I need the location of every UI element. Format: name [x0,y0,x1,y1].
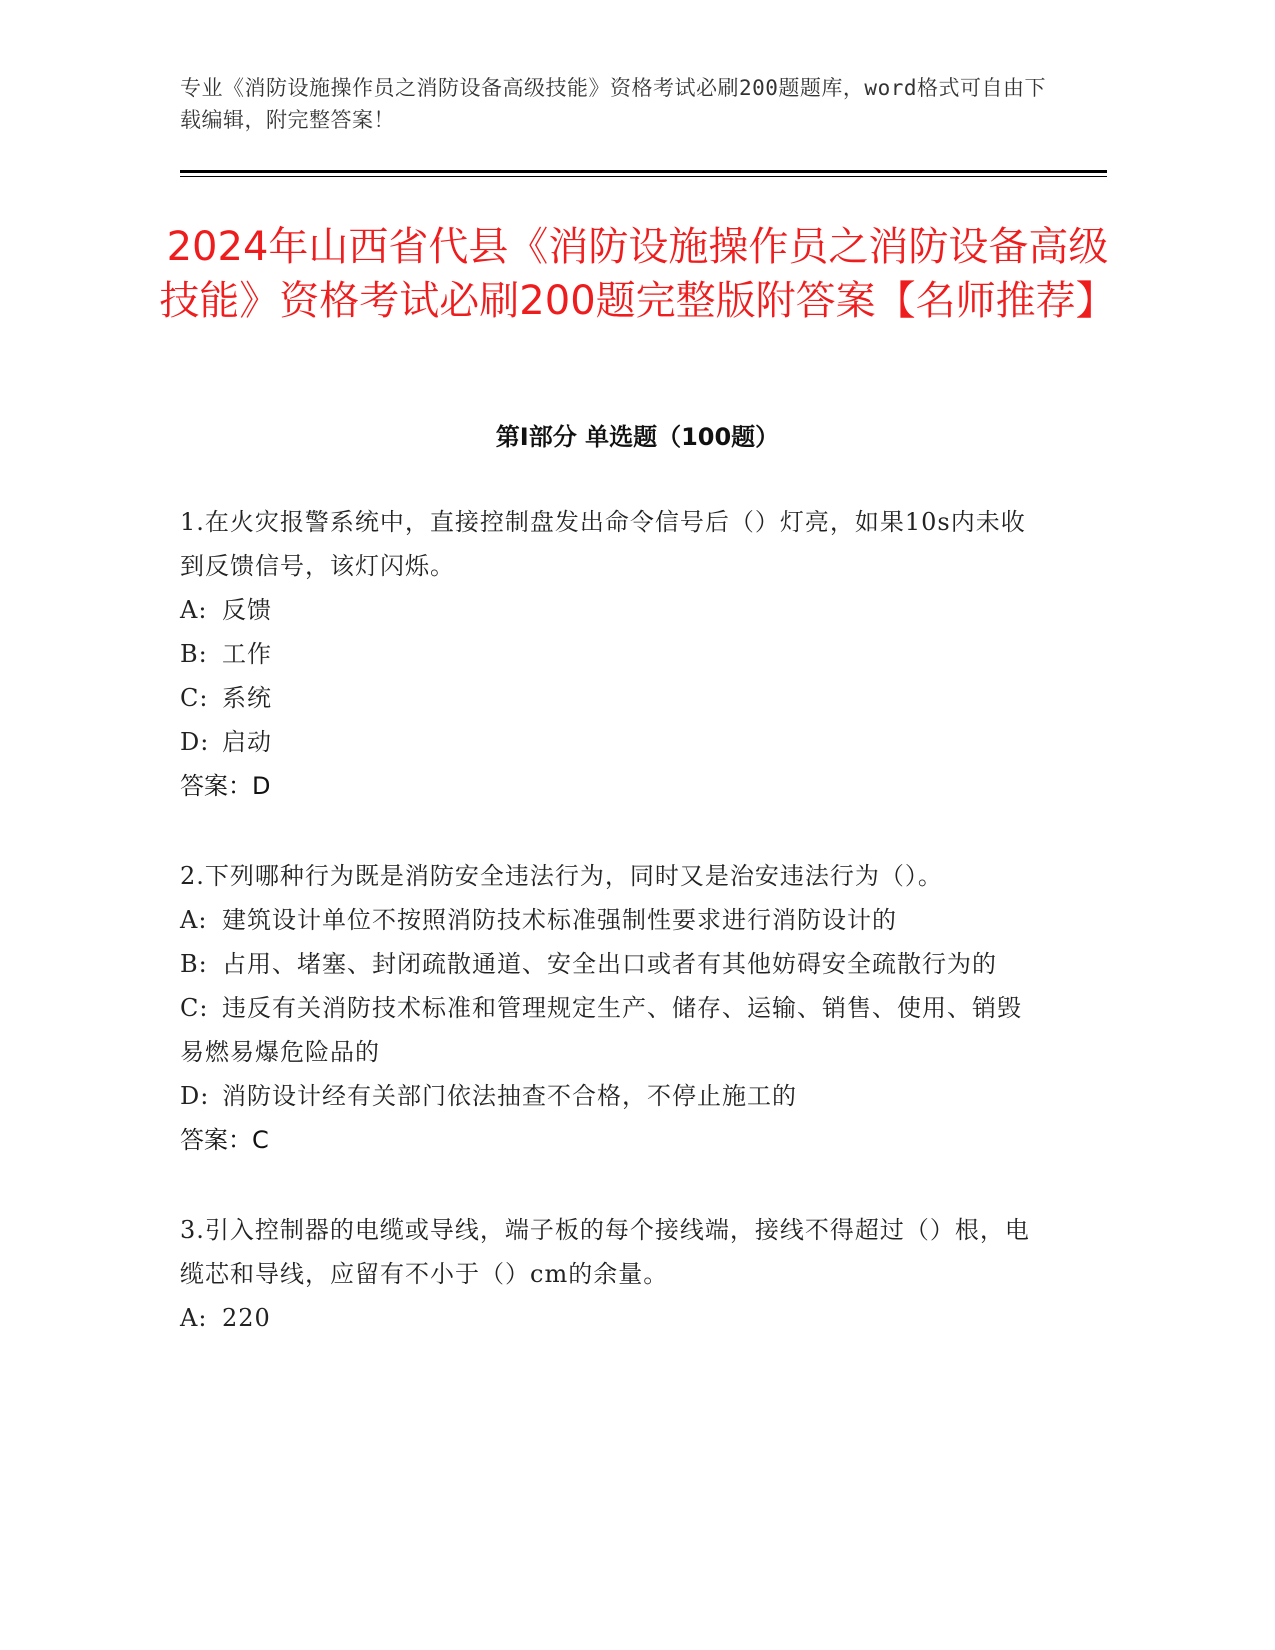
option-text: 系统 [222,684,272,712]
option-text: 消防设计经有关部门依法抽查不合格，不停止施工的 [222,1082,797,1110]
question-stem: 1.在火灾报警系统中，直接控制盘发出命令信号后（）灯亮，如果10s内未收到反馈信号，该灯闪烁。 [180,508,1026,580]
option-text: 占用、堵塞、封闭疏散通道、安全出口或者有其他妨碍安全疏散行为的 [222,950,997,978]
option-letter: A: [180,906,208,934]
option-text: 违反有关消防技术标准和管理规定生产、储存、运输、销售、使用、销毁易燃易爆危险品的 [180,994,1022,1066]
header-rule-thick [180,170,1107,173]
option-text: 工作 [222,640,272,668]
option-text: 启动 [222,728,272,756]
answer-label: 答案：D [180,772,271,800]
header-note: 专业《消防设施操作员之消防设备高级技能》资格考试必刷200题题库，word格式可自由下载编辑，附完整答案！ [180,76,1046,132]
answer-label: 答案：C [180,1126,269,1154]
question-list [180,500,1040,1386]
option-a [180,898,1040,942]
option-d [180,1074,1040,1118]
option-letter: C: [180,684,209,712]
question-3 [180,1208,1040,1340]
option-letter: B: [180,950,208,978]
option-text: 220 [222,1304,271,1332]
question-1 [180,500,1040,808]
option-c [180,676,1040,720]
option-letter: A: [180,1304,208,1332]
option-a [180,588,1040,632]
option-d [180,720,1040,764]
option-letter: D: [180,1082,210,1110]
option-text: 建筑设计单位不按照消防技术标准强制性要求进行消防设计的 [222,906,897,934]
option-text: 反馈 [222,596,272,624]
option-b [180,632,1040,676]
option-c [180,986,1040,1074]
option-a [180,1296,1040,1340]
option-b [180,942,1040,986]
question-stem: 2.下列哪种行为既是消防安全违法行为，同时又是治安违法行为（）。 [180,862,943,890]
question-2 [180,854,1040,1162]
option-letter: A: [180,596,208,624]
option-letter: D: [180,728,210,756]
document-title: 2024年山西省代县《消防设施操作员之消防设备高级技能》资格考试必刷200题完整版附答案【名师推荐】 [159,224,1116,324]
section-title: 第I部分 单选题（100题） [495,423,780,451]
question-stem: 3.引入控制器的电缆或导线，端子板的每个接线端，接线不得超过（）根，电缆芯和导线，应留有不小于（）cm的余量。 [180,1216,1030,1288]
header-rule-thin [180,176,1107,177]
option-letter: C: [180,994,209,1022]
option-letter: B: [180,640,208,668]
